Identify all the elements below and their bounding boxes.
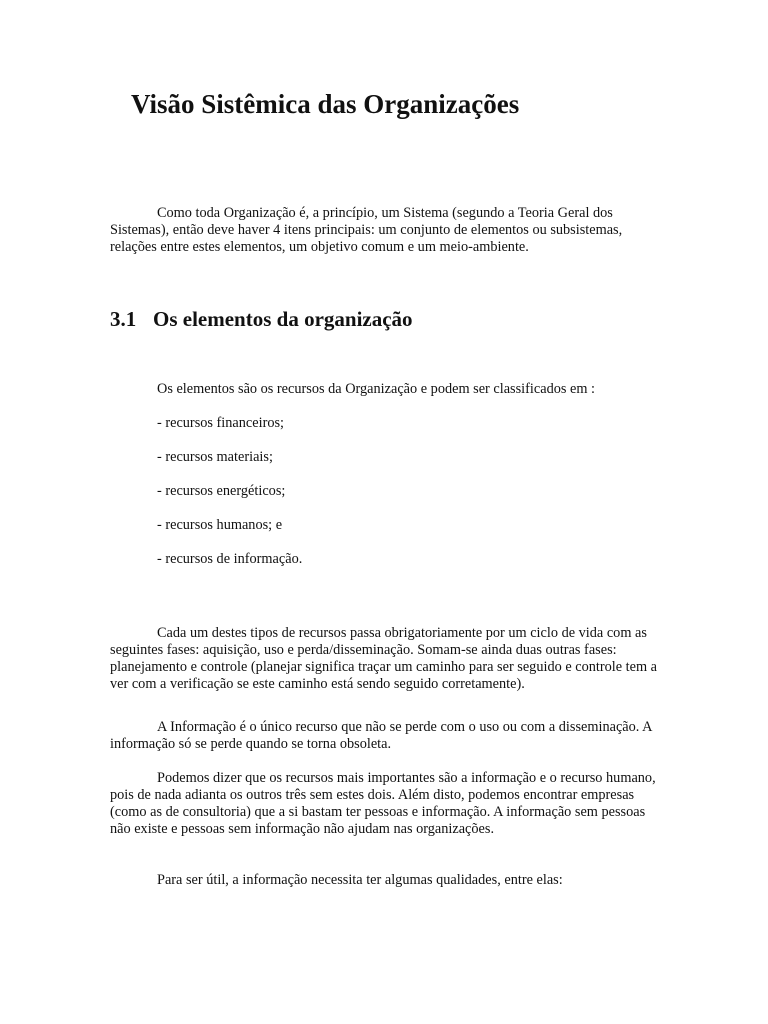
resource-list [157,415,302,568]
list-item: - recursos de informação. [157,551,303,567]
list-item: - recursos financeiros; [157,415,285,431]
list-item: - recursos energéticos; [157,483,286,499]
body-paragraph-information: A Informação é o único recurso que não se perde com o uso ou com a disseminação. A informação só se perde quando se torna obsoleta. [110,719,652,752]
body-paragraph-qualities: Para ser útil, a informação necessita ter algumas qualidades, entre elas: [157,872,563,888]
intro-paragraph: Como toda Organização é, a princípio, um Sistema (segundo a Teoria Geral dos Sistemas), então deve haver 4 itens principais: um conjunto de elementos ou subsistemas, relações entre estes elementos, um objetivo comum e um meio-ambiente. [110,205,623,255]
section-title: Os elementos da organização [153,307,413,331]
list-item: - recursos materiais; [157,449,273,465]
list-item: - recursos humanos; e [157,517,283,533]
body-paragraph-lifecycle: Cada um destes tipos de recursos passa obrigatoriamente por um ciclo de vida com as seguintes fases: aquisição, uso e perda/disseminação. Somam-se ainda duas outras fases: planejamento e controle (planejar significa traçar um caminho para ser seguido e controle tem a ver com a verificação se este caminho está sendo seguido corretamente). [110,625,658,692]
section-heading [110,305,413,333]
body-paragraph-important-resources: Podemos dizer que os recursos mais importantes são a informação e o recurso humano, pois de nada adianta os outros três sem estes dois. Além disto, podemos encontrar empresas (como as de consultoria) que a si bastam ter pessoas e informação. A informação sem pessoas não existe e pessoas sem informação não ajudam nas organizações. [110,770,656,837]
list-intro: Os elementos são os recursos da Organização e podem ser classificados em : [157,381,596,397]
document-title: Visão Sistêmica das Organizações [131,89,520,119]
section-number: 3.1 [110,307,137,331]
